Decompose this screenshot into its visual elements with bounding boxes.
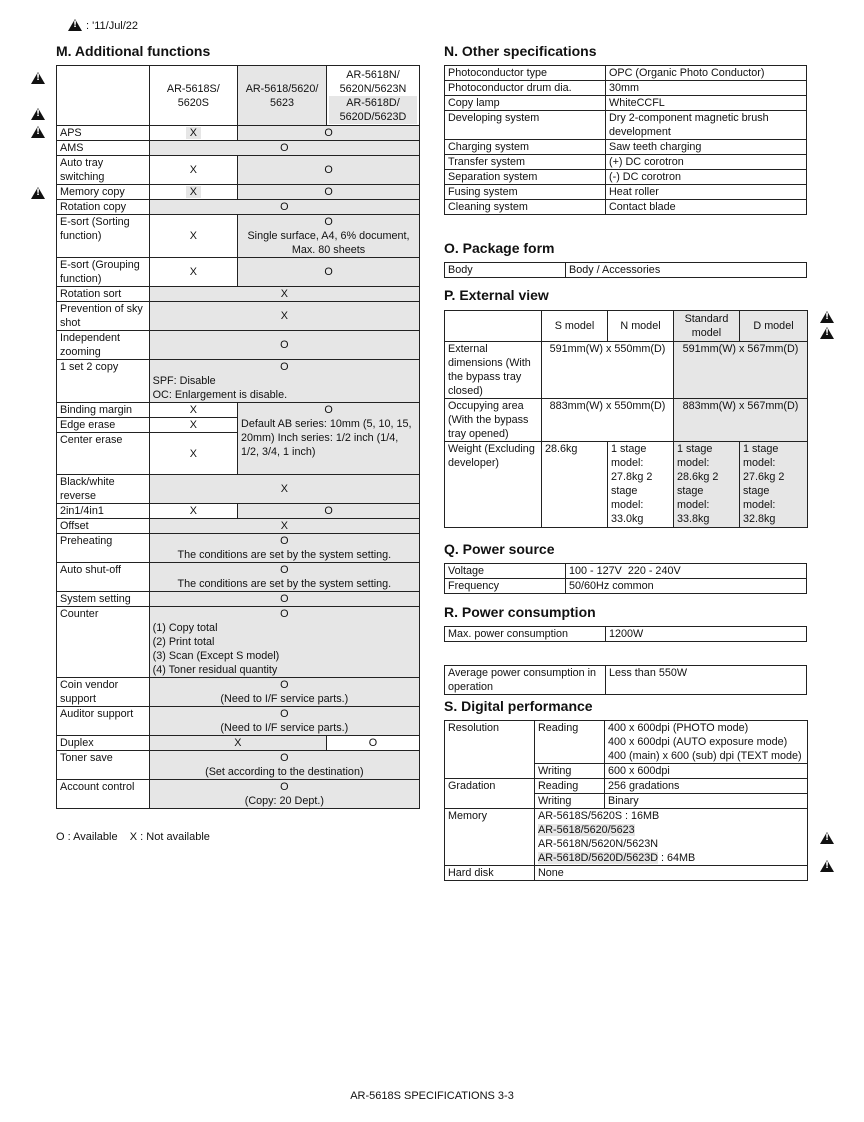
package-table: Body Body / Accessories [444, 262, 807, 278]
label-2in1: 2in1/4in1 [57, 504, 150, 519]
additional-functions-table: AR-5618S/ 5620S AR-5618/5620/ 5623 AR-5618N/ 5620N/5623N AR-5618D/ 5620D/5623D APS X O AMS O Auto tray switching X O Memory copy X O Rotation copy O E-sort (Sorting function) X O Single surface, A4, 6% document, Max. 80 sheets E-sort (Grouping function) X O Rotation sort X Prevention of sky shot X Independent zooming O 1 set 2 copy O SPF: Disable OC: Enlargement is disable. Binding margin X O Default AB series: 10mm (5, 10, 15, 20mm) Inch series: 1/2 inch (1/4, 1/2, 3/4, 1 inch) Edge erase X Center erase X Black/white reverse X 2in1/4in1 X O Offset X Preheating O The conditions are set by the system setting. Auto shut-off O The conditions are set by the system setting. System setting O Counter O (1) Copy total (2) Print total (3) Scan (Except S model) (4) Toner residual quantity Coin vendor support O (Need to I/F service parts.) Auditor support O (Need to I/F service parts.) Duplex X O Toner save O (Set according to the destination) Account control O (Copy: 20 Dept.) [56, 65, 420, 809]
label-account: Account control [57, 780, 150, 809]
header-s: AR-5618S/ 5620S [149, 66, 237, 126]
label-preheat: Preheating [57, 534, 150, 563]
label-toner-save: Toner save [57, 751, 150, 780]
label-rotation-copy: Rotation copy [57, 200, 150, 215]
external-view-table: S model N model Standard model D model External dimensions (With the bypass tray closed) 591mm(W) x 550mm(D) 591mm(W) x 567mm(D) Occupying area (With the bypass tray opened) 883mm(W) x 550mm(D) 883mm(W) x 567mm(D) Weight (Excluding developer) 28.6kg 1 stage model: 27.8kg 2 stage model: 33.0kg 1 stage model: 28.6kg 2 stage model: 33.8kg 1 stage model: 27.6kg 2 stage model: 32.8kg [444, 310, 808, 528]
label-indep-zoom: Independent zooming [57, 331, 150, 360]
label-ams: AMS [57, 141, 150, 156]
header-std: AR-5618/5620/ 5623 [238, 66, 327, 126]
warning-icon [31, 108, 45, 120]
section-title-q: Q. Power source [444, 541, 555, 557]
warning-icon [820, 860, 834, 872]
warning-icon [820, 327, 834, 339]
section-title-r: R. Power consumption [444, 604, 596, 620]
label-sys-setting: System setting [57, 592, 150, 607]
other-specs-table: Photoconductor type OPC (Organic Photo Conductor) Photoconductor drum dia. 30mm Copy lamp WhiteCCFL Developing system Dry 2-component magnetic brush development Charging system Saw teeth charging Transfer system (+) DC corotron Separation system (-) DC corotron Fusing system Heat roller Cleaning system Contact blade [444, 65, 807, 215]
label-auditor: Auditor support [57, 707, 150, 736]
section-title-p: P. External view [444, 287, 549, 303]
label-aps: APS [57, 126, 150, 141]
warning-icon [31, 72, 45, 84]
label-offset: Offset [57, 519, 150, 534]
label-esort-sort: E-sort (Sorting function) [57, 215, 150, 258]
warning-icon [820, 832, 834, 844]
label-rotation-sort: Rotation sort [57, 287, 150, 302]
power-source-table: Voltage 100 - 127V 220 - 240V Frequency 50/60Hz common [444, 563, 807, 594]
label-duplex: Duplex [57, 736, 150, 751]
label-counter: Counter [57, 607, 150, 678]
power-avg-table: Average power consumption in operation Less than 550W [444, 665, 807, 695]
warning-icon [31, 126, 45, 138]
header-d: AR-5618D/ 5620D/5623D [329, 96, 417, 124]
label-shutoff: Auto shut-off [57, 563, 150, 592]
warning-icon [31, 187, 45, 199]
header-n: AR-5618N/ 5620N/5623N [339, 68, 407, 95]
esort-note: Single surface, A4, 6% document, Max. 80 sheets [247, 230, 410, 256]
erase-note: Default AB series: 10mm (5, 10, 15, 20mm) Inch series: 1/2 inch (1/4, 1/2, 3/4, 1 inch) [241, 418, 412, 458]
label-binding: Binding margin [57, 403, 150, 418]
power-max-table: Max. power consumption 1200W [444, 626, 807, 642]
label-bw-reverse: Black/white reverse [57, 475, 150, 504]
label-auto-tray: Auto tray switching [57, 156, 150, 185]
label-esort-group: E-sort (Grouping function) [57, 258, 150, 287]
label-coin: Coin vendor support [57, 678, 150, 707]
label-edge: Edge erase [57, 418, 150, 433]
page-footer: AR-5618S SPECIFICATIONS 3-3 [350, 1090, 514, 1102]
digital-performance-table: Resolution Reading 400 x 600dpi (PHOTO mode) 400 x 600dpi (AUTO exposure mode) 400 (main) x 600 (sub) dpi (TEXT mode) Writing 600 x 600dpi Gradation Reading 256 gradations Writing Binary Memory AR-5618S/5620S : 16MB AR-5618/5620/5623 AR-5618N/5620N/5623N AR-5618D/5620D/5623D : 64MB Hard disk None [444, 720, 808, 881]
section-title-n: N. Other specifications [444, 43, 597, 59]
label-memory-copy: Memory copy [57, 185, 150, 200]
section-title-s: S. Digital performance [444, 698, 593, 714]
warning-icon [68, 19, 82, 31]
legend: O : Available X : Not available [56, 831, 210, 843]
label-sky-shot: Prevention of sky shot [57, 302, 150, 331]
label-set2copy: 1 set 2 copy [57, 360, 150, 403]
revision-date: : '11/Jul/22 [86, 20, 139, 32]
label-center: Center erase [57, 433, 150, 475]
warning-icon [820, 311, 834, 323]
section-title-o: O. Package form [444, 240, 555, 256]
section-title-m: M. Additional functions [56, 43, 211, 59]
